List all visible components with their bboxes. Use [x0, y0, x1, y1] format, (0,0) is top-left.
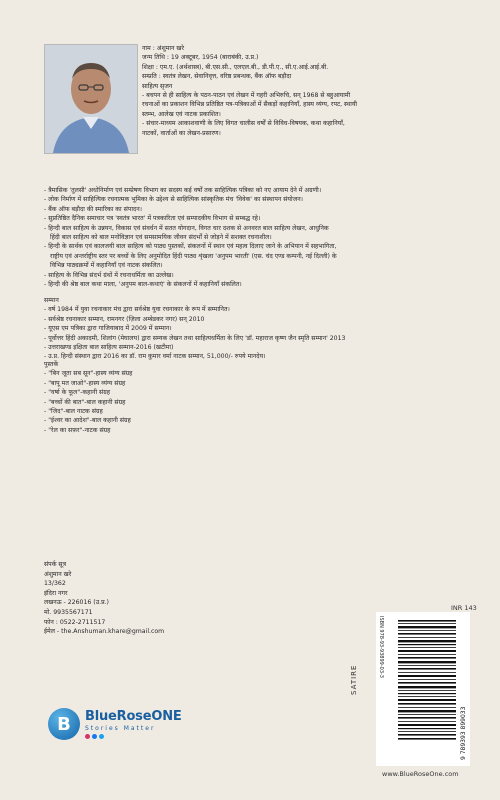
- honors-section: [44, 296, 464, 362]
- contact-mobile: मो. 9935567171: [44, 608, 93, 616]
- detail-line: - सुप्रतिष्ठित दैनिक समाचार पत्र 'स्वतंत्र भारत' में पत्रकारिता एवं सम्पादकीय विभाग से सम्बद्ध रहे।: [44, 215, 261, 223]
- instagram-icon: [85, 734, 90, 739]
- price-label: INR 143: [451, 604, 477, 612]
- author-bio: [142, 44, 482, 138]
- bio-birth: जन्म तिथि : 19 अक्टूबर, 1954 (बाराबंकी, उ.प्र.): [142, 54, 259, 62]
- contact-address: 13/362: [44, 580, 66, 588]
- bio-line: रचनाओं का प्रकाशन विभिन्न प्रतिष्ठित पत्र-पत्रिकाओं में सैकड़ों कहानियाँ, हास्य व्यंग्य, रपट, स्थायी: [142, 101, 358, 109]
- facebook-icon: [92, 734, 97, 739]
- detail-line: - त्रैमासिक 'तुलसी' अधोनिर्माण एवं सम्प्रेषण विभाग का सदस्य कई वर्षों तक साहित्यिक पत्रिका को नए आयाम देने में अग्रणी।: [44, 187, 322, 194]
- honor-item: - पूर्वोत्तर हिंदी अकादमी, शिलांग (मेघालय) द्वारा सम्यक लेखन तथा साहित्यधर्मिता के लिए 'डॉ. महाराज कृष्ण जैन स्मृति सम्मान' 2013: [44, 334, 346, 342]
- honors-heading: सम्मान: [44, 297, 59, 304]
- contact-heading: संपर्क सूत्र: [44, 561, 67, 568]
- detail-line: - बैंक ऑफ बड़ौदा की स्मारिका का संपादन।: [44, 205, 142, 213]
- book-item: - "बच्चों की बात"-बाल कहानी संग्रह: [44, 398, 126, 406]
- author-portrait-image: [45, 45, 137, 153]
- honor-item: - सर्वश्रेष्ठ रचनाकार सम्मान, रामनगर (ज़िला अम्बेडकर नगर) सन् 2010: [44, 315, 205, 323]
- bio-line: - बचपन से ही साहित्य के पठन-पाठन एवं लेखन में गहरी अभिरुचि, सन् 1968 से बहुआयामी: [142, 92, 351, 100]
- book-item: - "रेल का सफ़र"-नाटक संग्रह: [44, 426, 111, 434]
- bio-line: - संचार-माध्यम आकाशवाणी के लिए विगत चालीस वर्षों से विविध-विषयक, कथा कहानियाँ,: [142, 120, 345, 128]
- twitter-icon: [99, 734, 104, 739]
- detail-line: हिंदी बाल साहित्य को बाल मनोविज्ञान एवं समसामयिक जीवन संदर्भों से जोड़ने में सशक्त रचनाशील।: [50, 234, 272, 242]
- contact-name: अंशुमान खरे: [44, 570, 72, 578]
- publisher-name-part1: BlueRose: [85, 709, 152, 724]
- bio-name: नाम : अंशुमान खरे: [142, 45, 184, 52]
- contact-section: [44, 560, 164, 637]
- social-icons: [85, 734, 182, 739]
- contact-address: इंदिरा नगर: [44, 589, 68, 597]
- author-photo: [44, 44, 138, 154]
- contact-email: ईमेल - the.Anshuman.khare@gmail.com: [44, 628, 165, 636]
- publisher-logo: [48, 708, 182, 740]
- detail-line: - लोक निर्माण में साहित्यिक रचनात्मक भूमिका के उद्देश्य से साहित्यिक सांस्कृतिक मंच 'विवेक' का संस्थापन संयोजन।: [44, 196, 303, 204]
- publisher-name: [85, 709, 182, 724]
- contact-address: लखनऊ - 226016 (उ.प्र.): [44, 599, 109, 607]
- bio-line: स्तम्भ, आलेख एवं नाटक प्रकाशित।: [142, 110, 221, 118]
- detail-line: - साहित्य के विभिन्न संदर्भ ग्रंथों में रचनाधर्मिता का उल्लेख।: [44, 271, 174, 279]
- bio-education: शिक्षा : एम.ए. (अर्थशास्त्र), बी.एस.सी., एलएल.बी., डी.पी.ए., सी.ए.आई.आई.बी.: [142, 63, 329, 71]
- bio-line: नाटकों, वार्ताओं का लेखन-प्रसारण।: [142, 129, 221, 137]
- honor-item: - उत्तराखण्ड इक्षिता बाल साहित्य सम्मान-2016 (खटीमा): [44, 344, 174, 352]
- book-item: - "वर्षा के फूल"-कहानी संग्रह: [44, 389, 110, 397]
- publisher-logo-text: [85, 709, 182, 739]
- detail-line: - हिन्दी बाल साहित्य के उन्नयन, विकास एवं संवर्धन में सतत योगदान, विगत चार दशक से अनवरत बाल साहित्य लेखन, आधुनिक: [44, 224, 329, 232]
- book-item: - "जिद"-बाल नाटक संग्रह: [44, 408, 103, 416]
- isbn-text: ISBN 978-93-93899-03-3: [378, 616, 384, 678]
- honor-item: - उ.प्र. हिन्दी संस्थान द्वारा 2016 का डॉ. राम कुमार वर्मा नाटक सम्मान, 51,000/- रुपये मानदेय।: [44, 353, 266, 361]
- details-section: [44, 186, 464, 289]
- contact-phone: फोन : 0522-2711517: [44, 618, 106, 626]
- book-item: - "ईश्वर का आदेश"-बाल कहानी संग्रह: [44, 417, 131, 425]
- books-heading: पुस्तकें: [44, 361, 59, 368]
- detail-line: विभिन्न पाठ्यक्रमों में कहानियाँ एवं नाटक संकलित।: [50, 262, 163, 270]
- detail-line: राष्ट्रीय एवं अन्तर्राष्ट्रीय स्तर पर बच्चों के लिए अनुमोदित हिंदी पाठ्य शृंखला 'अनुपम भारती' (एस. चंद एण्ड कम्पनी, नई दिल्ली) के: [50, 252, 337, 260]
- publisher-tagline: Stories Matter: [85, 725, 156, 732]
- detail-line: - हिन्दी के सार्थक एवं कालजयी बाल साहित्य को पाठ्य पुस्तकों, संकलनों में स्थान एवं महत्व दिलाए जाने के अभियान में सहभागिता,: [44, 243, 337, 251]
- publisher-logo-icon: B: [48, 708, 80, 740]
- publisher-url: www.BlueRoseOne.com: [382, 770, 459, 778]
- barcode-image: [396, 620, 456, 740]
- bio-section-heading: साहित्य सृजन: [142, 82, 173, 90]
- books-section: [44, 360, 132, 435]
- bio-occupation: सम्प्रति : स्वतंत्र लेखन, सेवानिवृत्त, वरिष्ठ प्रबन्धक, बैंक ऑफ बड़ौदा: [142, 73, 292, 81]
- honor-item: - वर्ष 1984 में युवा रचनाकार मंच द्वारा सर्वश्रेष्ठ युवा रचनाकार के रूप में सम्मानित।: [44, 306, 230, 314]
- book-item: - "बिन जूता सब सून"-हास्य व्यंग्य संग्रह: [44, 370, 133, 378]
- honor-item: - यूएस एम पत्रिका द्वारा गाजियाबाद में 2009 में सम्मान।: [44, 325, 172, 333]
- publisher-name-part2: ONE: [151, 709, 182, 724]
- book-item: - "बापू मत जाओ"-हास्य व्यंग्य संग्रह: [44, 379, 126, 387]
- detail-line: - हिन्दी की श्रेष्ठ बाल कथा माला, 'अनुपम बाल-कथाएं' के संकलनों में कहानियाँ संकलित।: [44, 281, 242, 289]
- barcode-number: 9 789393 899033: [460, 706, 467, 760]
- genre-label: SATIRE: [350, 664, 358, 695]
